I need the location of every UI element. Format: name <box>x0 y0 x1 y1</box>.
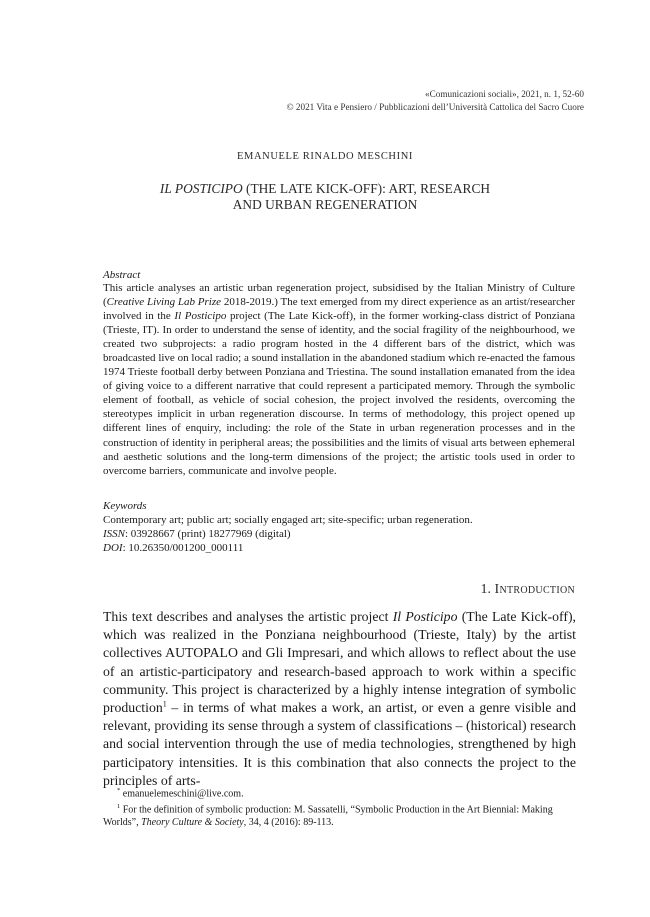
title-rest: (THE LATE KICK-OFF): ART, RESEARCH <box>242 181 491 196</box>
title-line2: AND URBAN REGENERATION <box>232 196 418 212</box>
footnote-1-end: , 34, 4 (2016): 89-113. <box>243 816 334 828</box>
title-italic: IL POSTICIPO <box>159 181 243 196</box>
abstract-project: Il Posticipo <box>174 310 227 323</box>
footnote-author <box>103 785 575 801</box>
article-title <box>100 181 550 212</box>
footnote-ref: 1 <box>162 699 167 709</box>
doi-value: : 10.26350/001200_000111 <box>122 542 244 554</box>
journal-citation: «Comunicazioni sociali», 2021, n. 1, 52-60 <box>425 89 584 99</box>
section-number: 1. <box>480 582 495 597</box>
footnote-1-journal: Theory Culture & Society <box>141 816 244 828</box>
footnote-1-text: For the definition of symbolic production: M. Sassatelli, “Symbolic Production in the Art Biennial: Making Worlds”, <box>103 804 553 828</box>
abstract-text: This article analyses an artistic urban regeneration project, subsidised by the Italian Ministry of Culture ( <box>103 282 575 309</box>
footnotes <box>103 785 575 829</box>
keywords-block <box>103 499 575 555</box>
intro-text: (The Late Kick-off), which was realized in the Ponziana neighbourhood (Trieste, Italy) by the artist collectives AUTOPALO and Gli Impresari, and which allows to reflect about the use of an artistic-participatory and research-based approach to work within a specific community. This project is characterized by a highly intense integration of symbolic production <box>103 609 577 716</box>
intro-project: Il Posticipo <box>392 609 458 624</box>
abstract-body <box>103 281 575 478</box>
intro-paragraph <box>103 608 576 790</box>
issn-value: : 03928667 (print) 18277969 (digital) <box>125 528 291 540</box>
keywords-list: Contemporary art; public art; socially engaged art; site-specific; urban regeneration. <box>103 514 473 526</box>
abstract-text: project (The Late Kick-off), in the former working-class district of Ponziana (Trieste, IT). In order to understand the sense of identity, and the social fragility of the neighbourhood, we created two subprojects: a radio program hosted in the 4 different bars of the district, which was broadcasted live on local radio; a sound installation in the abandoned stadium which re-enacted the famous 1974 Trieste football derby between Ponziana and Triestina. The sound installation emanated from the idea of giving voice to a different narrative that could represent a participated memory. Through the symbolic element of football, as vehicle of social cohesion, the project involved the residents, overcoming the stereotypes implicit in urban regeneration discourse. In terms of methodology, this project opened up different lines of enquiry, including: the role of the State in urban regeneration processes and in the construction of identity in peripheral areas; the possibilities and the limits of visual arts between ephemeral and aesthetic solutions and the long-term dimensions of the project; the artistic tools used in order to overcome barriers, communicate and involve people. <box>103 310 575 477</box>
abstract-text: 2018-2019.) The text emerged from my direct experience as an artist/researcher involved in the <box>103 296 575 323</box>
author-name: EMANUELE RINALDO MESCHINI <box>237 151 413 162</box>
issn-line <box>103 527 575 541</box>
abstract-heading: Abstract <box>103 269 141 281</box>
issn-label: ISSN <box>103 528 125 540</box>
intro-text: This text describes and analyses the artistic project <box>103 609 393 624</box>
keywords-heading: Keywords <box>103 500 147 512</box>
abstract-prize: Creative Living Lab Prize <box>106 296 222 309</box>
doi-line <box>103 541 575 555</box>
footnote-1 <box>103 801 575 830</box>
doi-label: DOI <box>103 542 123 554</box>
footnote-star: * <box>117 787 121 794</box>
section-heading <box>481 582 575 598</box>
copyright-line: © 2021 Vita e Pensiero / Pubblicazioni dell’Università Cattolica del Sacro Cuore <box>286 102 584 112</box>
footnote-1-mark: 1 <box>117 802 121 810</box>
author-email: emanuelemeschini@live.com. <box>120 788 244 800</box>
journal-header <box>287 88 584 114</box>
intro-text: – in terms of what makes a work, an artist, or even a genre visible and relevant, providing its sense through a system of classifications – (historical) research and social intervention through the use of media technologies, strengthened by high participatory intensities. It is this combination that also connects the project to the principles of arts- <box>103 700 576 788</box>
section-title: Introduction <box>494 582 575 597</box>
